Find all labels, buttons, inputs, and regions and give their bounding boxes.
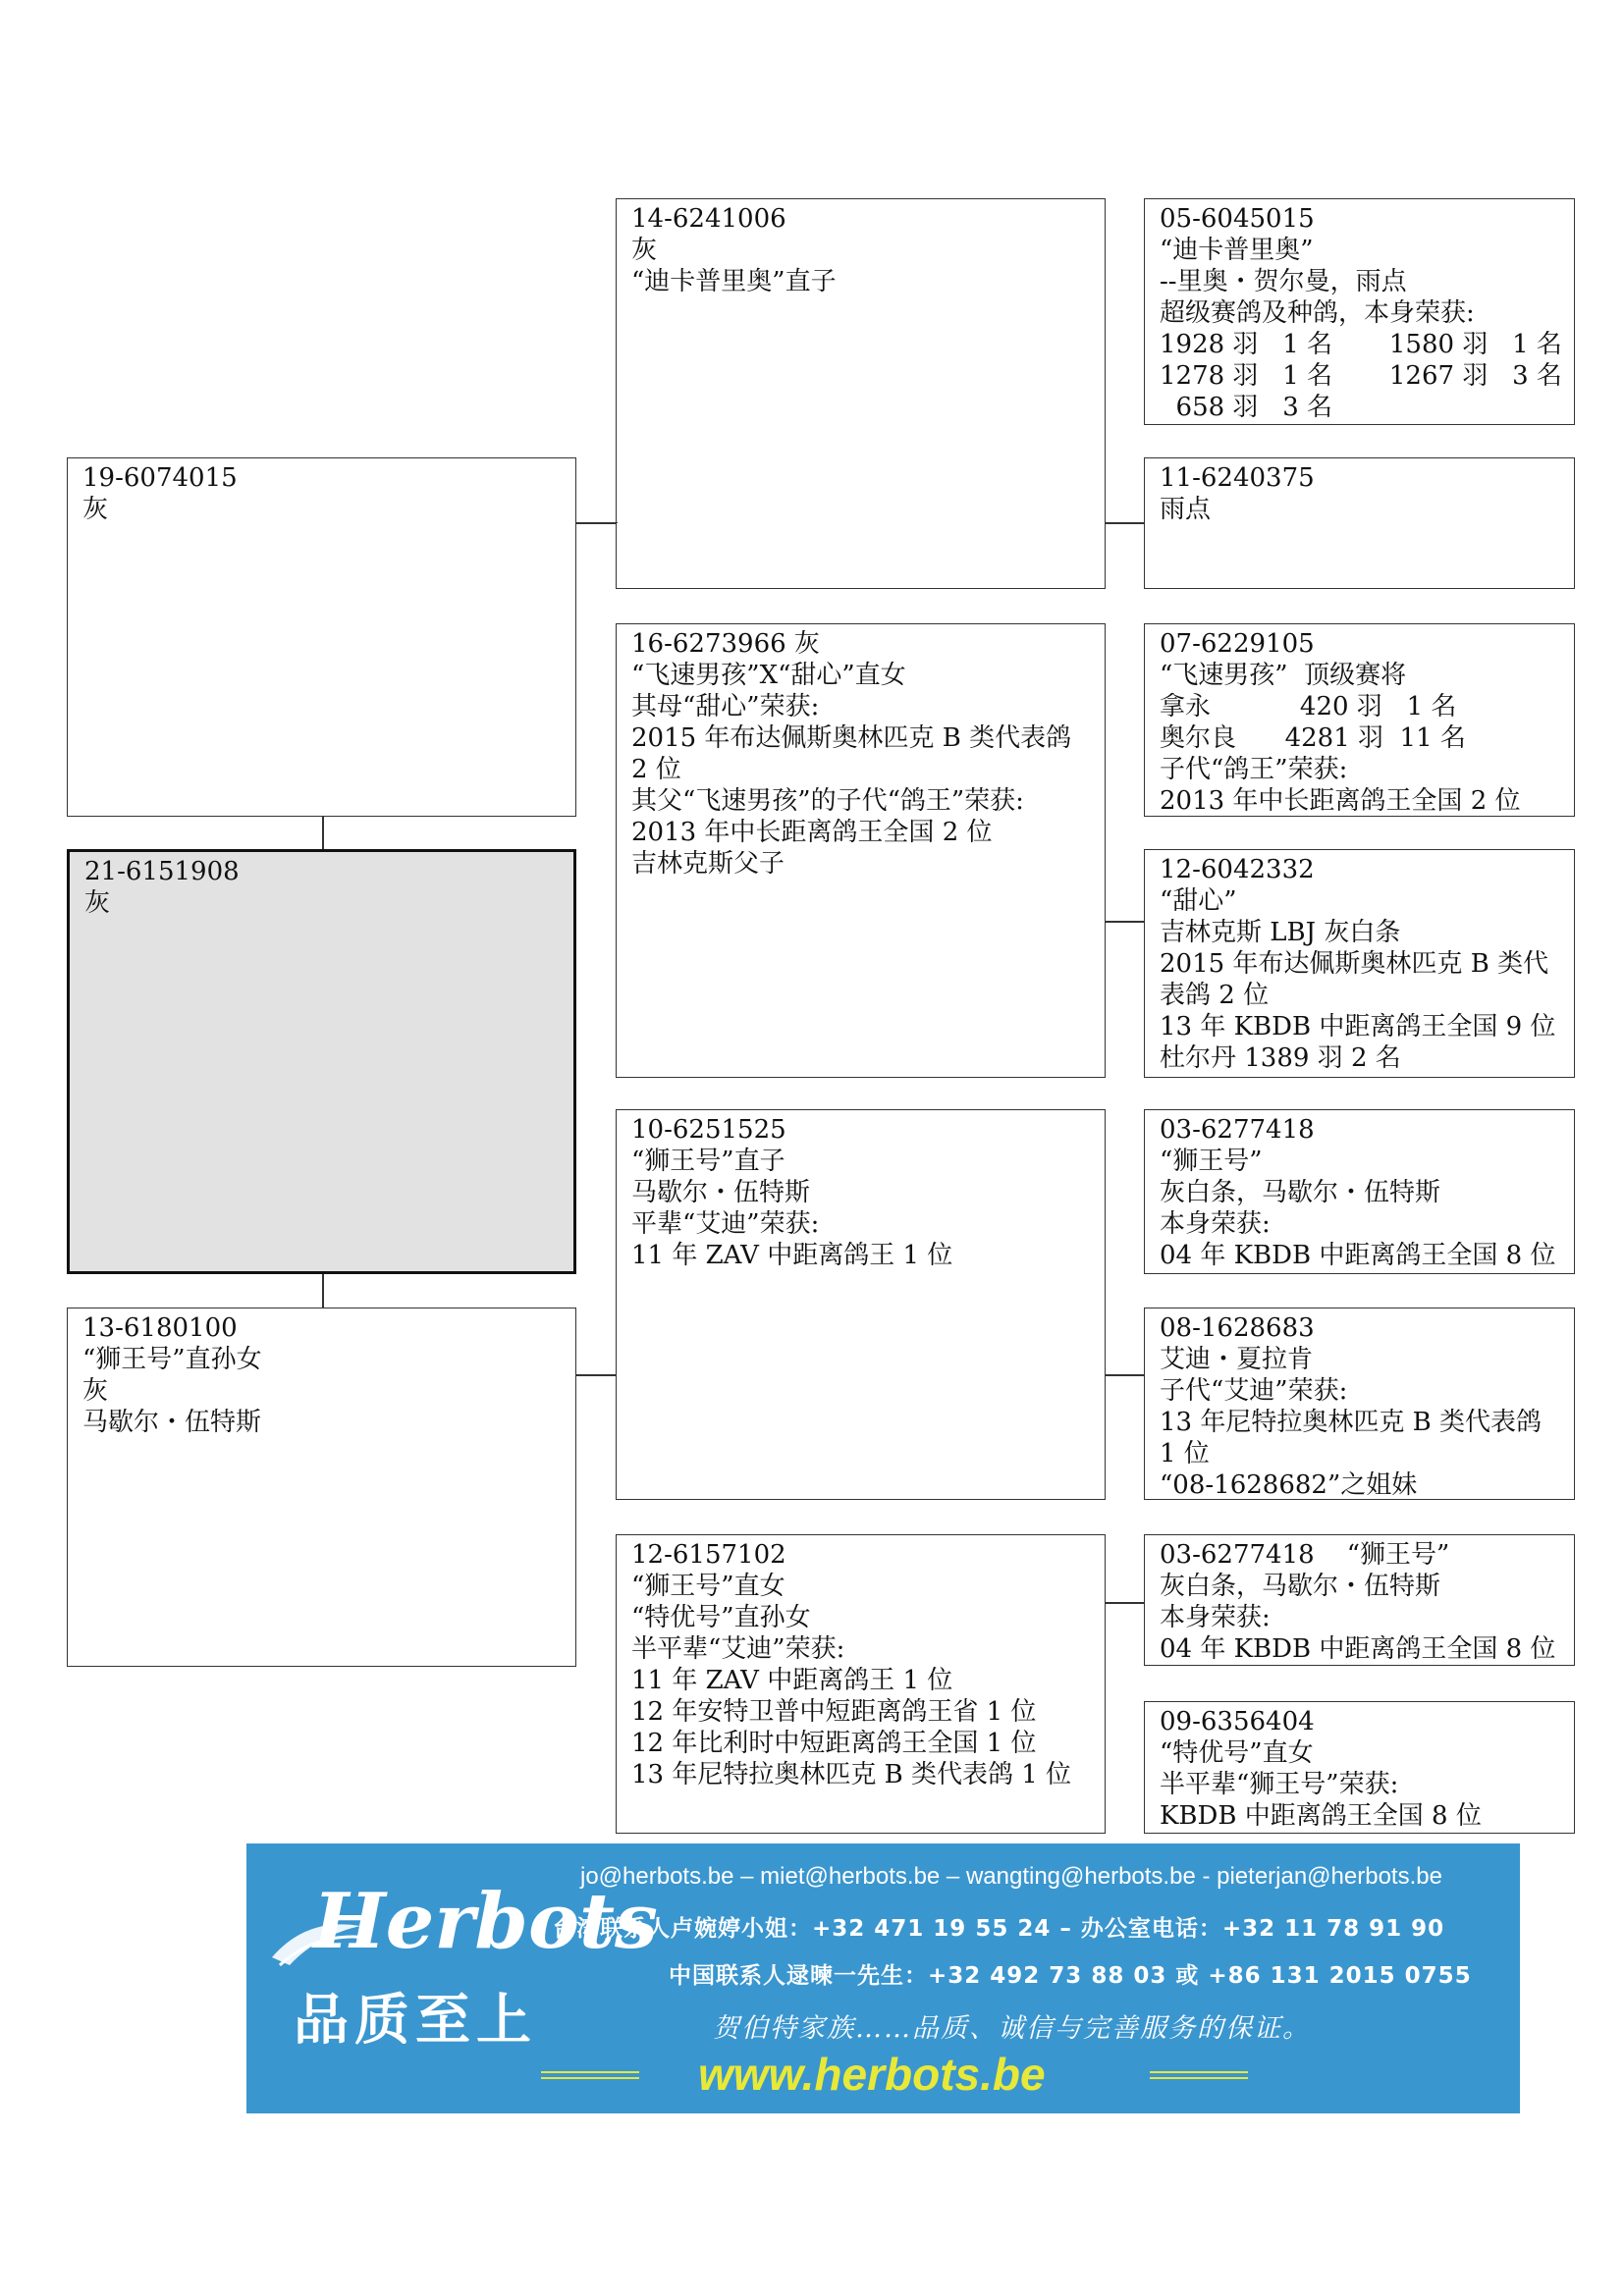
sd-dam-box — [1144, 849, 1575, 1078]
ring-number: 03-6277418 “狮王号” — [1160, 1540, 1450, 1570]
ss-sire-box — [1144, 198, 1575, 425]
sire-dam-box — [616, 623, 1106, 1078]
sd-sire-box — [1144, 623, 1575, 817]
pedigree-line: 12 年比利时中短距离鸽王全国 1 位 — [631, 1729, 1037, 1758]
pedigree-line: 本身荣获: — [1160, 1209, 1271, 1239]
ring-number: 21-6151908 — [84, 857, 240, 886]
slogan-text: 品质至上 — [294, 1989, 537, 2053]
pedigree-line: 灰白条，马歇尔・伍特斯 — [1160, 1572, 1441, 1601]
pedigree-line: 吉林克斯 LBJ 灰白条 — [1160, 918, 1401, 947]
pedigree-line: 灰 — [631, 236, 658, 265]
pedigree-line: “特优号”直孙女 — [631, 1603, 811, 1632]
pedigree-line: “甜心” — [1160, 886, 1237, 916]
pedigree-line: KBDB 中距离鸽王全国 8 位 — [1160, 1801, 1482, 1831]
pedigree-line: 超级赛鸽及种鸽，本身荣获: — [1160, 298, 1475, 328]
pedigree-line: 灰 — [82, 495, 109, 524]
pedigree-line: 13 年尼特拉奥林匹克 B 类代表鸽 1 位 — [631, 1760, 1072, 1789]
pedigree-line: 1928 羽 1 名 1580 羽 1 名 — [1160, 330, 1562, 359]
pedigree-line: “特优号”直女 — [1160, 1738, 1314, 1768]
pedigree-line: 灰 — [82, 1376, 109, 1406]
ring-number: 07-6229105 — [1160, 629, 1315, 659]
dam-sire-box — [616, 1109, 1106, 1500]
pedigree-line: 子代“鸽王”荣获: — [1160, 755, 1348, 784]
connector-line — [322, 817, 324, 849]
connector-line — [1106, 1602, 1144, 1604]
sire-sire-box — [616, 198, 1106, 589]
ring-number: 12-6042332 — [1160, 855, 1315, 884]
herbots-banner — [246, 1843, 1520, 2113]
pedigree-line: --里奥・贺尔曼，雨点 — [1160, 267, 1407, 296]
pedigree-line: “飞速男孩” 顶级赛将 — [1160, 661, 1407, 690]
pedigree-line: 本身荣获: — [1160, 1603, 1271, 1632]
connector-line — [322, 1274, 324, 1308]
china-contact: 中国联系人逯暕一先生：+32 492 73 88 03 或 +86 131 2015 0755 — [669, 1963, 1472, 1989]
pedigree-line: 1278 羽 1 名 1267 羽 3 名 — [1160, 361, 1562, 391]
ds-sire-box — [1144, 1109, 1575, 1274]
pedigree-line: “迪卡普里奥”直子 — [631, 267, 837, 296]
pedigree-line: 其父“飞速男孩”的子代“鸽王”荣获: — [631, 786, 1024, 816]
pedigree-line: 11 年 ZAV 中距离鸽王 1 位 — [631, 1241, 953, 1270]
pedigree-line: 2013 年中长距离鸽王全国 2 位 — [631, 818, 993, 847]
pedigree-line: 艾迪・夏拉肯 — [1160, 1345, 1314, 1374]
pedigree-line: “狮王号”直女 — [631, 1572, 785, 1601]
ring-number: 14-6241006 — [631, 204, 786, 234]
taiwan-contact: 台湾联系人卢婉婷小姐：+32 471 19 55 24 – 办公室电话：+32 11 78 91 90 — [553, 1916, 1445, 1942]
ring-number: 19-6074015 — [82, 463, 238, 493]
ss-dam-box — [1144, 457, 1575, 589]
pedigree-line: 04 年 KBDB 中距离鸽王全国 8 位 — [1160, 1241, 1556, 1270]
pedigree-line: 658 羽 3 名 — [1160, 393, 1333, 422]
pedigree-line: 2013 年中长距离鸽王全国 2 位 — [1160, 786, 1521, 816]
ring-number: 03-6277418 — [1160, 1115, 1315, 1145]
pedigree-line: 马歇尔・伍特斯 — [82, 1408, 262, 1437]
decorative-line-left — [541, 2071, 639, 2079]
pedigree-line: 杜尔丹 1389 羽 2 名 — [1160, 1043, 1401, 1073]
pedigree-line: “狮王号” — [1160, 1147, 1263, 1176]
pedigree-line: “狮王号”直子 — [631, 1147, 785, 1176]
pedigree-line: 子代“艾迪”荣获: — [1160, 1376, 1348, 1406]
subject-box — [67, 849, 576, 1274]
connector-line — [616, 522, 618, 523]
pedigree-line: 半平辈“狮王号”荣获: — [1160, 1770, 1399, 1799]
pedigree-line: “08-1628682”之姐妹 — [1160, 1470, 1418, 1500]
email-list: jo@herbots.be – miet@herbots.be – wangting@herbots.be - pieterjan@herbots.be — [580, 1863, 1442, 1890]
ring-number: 12-6157102 — [631, 1540, 786, 1570]
pedigree-line: 灰 — [84, 888, 111, 918]
pedigree-line: 平辈“艾迪”荣获: — [631, 1209, 820, 1239]
connector-line — [576, 522, 616, 524]
decorative-line-right — [1150, 2071, 1248, 2079]
ring-number: 13-6180100 — [82, 1313, 238, 1343]
ring-number: 05-6045015 — [1160, 204, 1315, 234]
pedigree-line: 2015 年布达佩斯奥林匹克 B 类代表鸽 2 位 — [631, 723, 1072, 784]
website-link[interactable]: www.herbots.be — [698, 2049, 1046, 2100]
pedigree-line: 半平辈“艾迪”荣获: — [631, 1634, 845, 1664]
pedigree-line: 奥尔良 4281 羽 11 名 — [1160, 723, 1466, 753]
pedigree-line: 雨点 — [1160, 495, 1212, 524]
ring-number: 11-6240375 — [1160, 463, 1315, 493]
motto-text: 贺伯特家族……品质、诚信与完善服务的保证。 — [713, 2013, 1311, 2044]
ring-number: 09-6356404 — [1160, 1707, 1315, 1736]
connector-line — [1106, 921, 1144, 923]
pedigree-line: “飞速男孩”X“甜心”直女 — [631, 661, 906, 690]
dd-dam-box — [1144, 1701, 1575, 1834]
pedigree-line: 13 年尼特拉奥林匹克 B 类代表鸽 1 位 — [1160, 1408, 1542, 1468]
logo-text: Herbots — [313, 1877, 658, 1966]
dd-sire-box — [1144, 1534, 1575, 1666]
pedigree-line: “狮王号”直孙女 — [82, 1345, 262, 1374]
pedigree-line: 11 年 ZAV 中距离鸽王 1 位 — [631, 1666, 953, 1695]
ring-number: 16-6273966 灰 — [631, 629, 820, 659]
sire-box — [67, 457, 576, 817]
connector-line — [1106, 522, 1144, 524]
pedigree-line: 13 年 KBDB 中距离鸽王全国 9 位 — [1160, 1012, 1556, 1041]
pedigree-line: 12 年安特卫普中短距离鸽王省 1 位 — [631, 1697, 1037, 1727]
connector-line — [576, 1374, 616, 1376]
dam-box — [67, 1308, 576, 1667]
connector-line — [1106, 1374, 1144, 1376]
dam-dam-box — [616, 1534, 1106, 1834]
ring-number: 08-1628683 — [1160, 1313, 1315, 1343]
ds-dam-box — [1144, 1308, 1575, 1500]
pedigree-line: 马歇尔・伍特斯 — [631, 1178, 811, 1207]
pedigree-line: 拿永 420 羽 1 名 — [1160, 692, 1457, 721]
ring-number: 10-6251525 — [631, 1115, 786, 1145]
pedigree-line: “迪卡普里奥” — [1160, 236, 1314, 265]
pedigree-line: 其母“甜心”荣获: — [631, 692, 820, 721]
pedigree-line: 04 年 KBDB 中距离鸽王全国 8 位 — [1160, 1634, 1556, 1664]
pedigree-line: 灰白条，马歇尔・伍特斯 — [1160, 1178, 1441, 1207]
pedigree-line: 2015 年布达佩斯奥林匹克 B 类代表鸽 2 位 — [1160, 949, 1549, 1010]
pedigree-line: 吉林克斯父子 — [631, 849, 785, 879]
